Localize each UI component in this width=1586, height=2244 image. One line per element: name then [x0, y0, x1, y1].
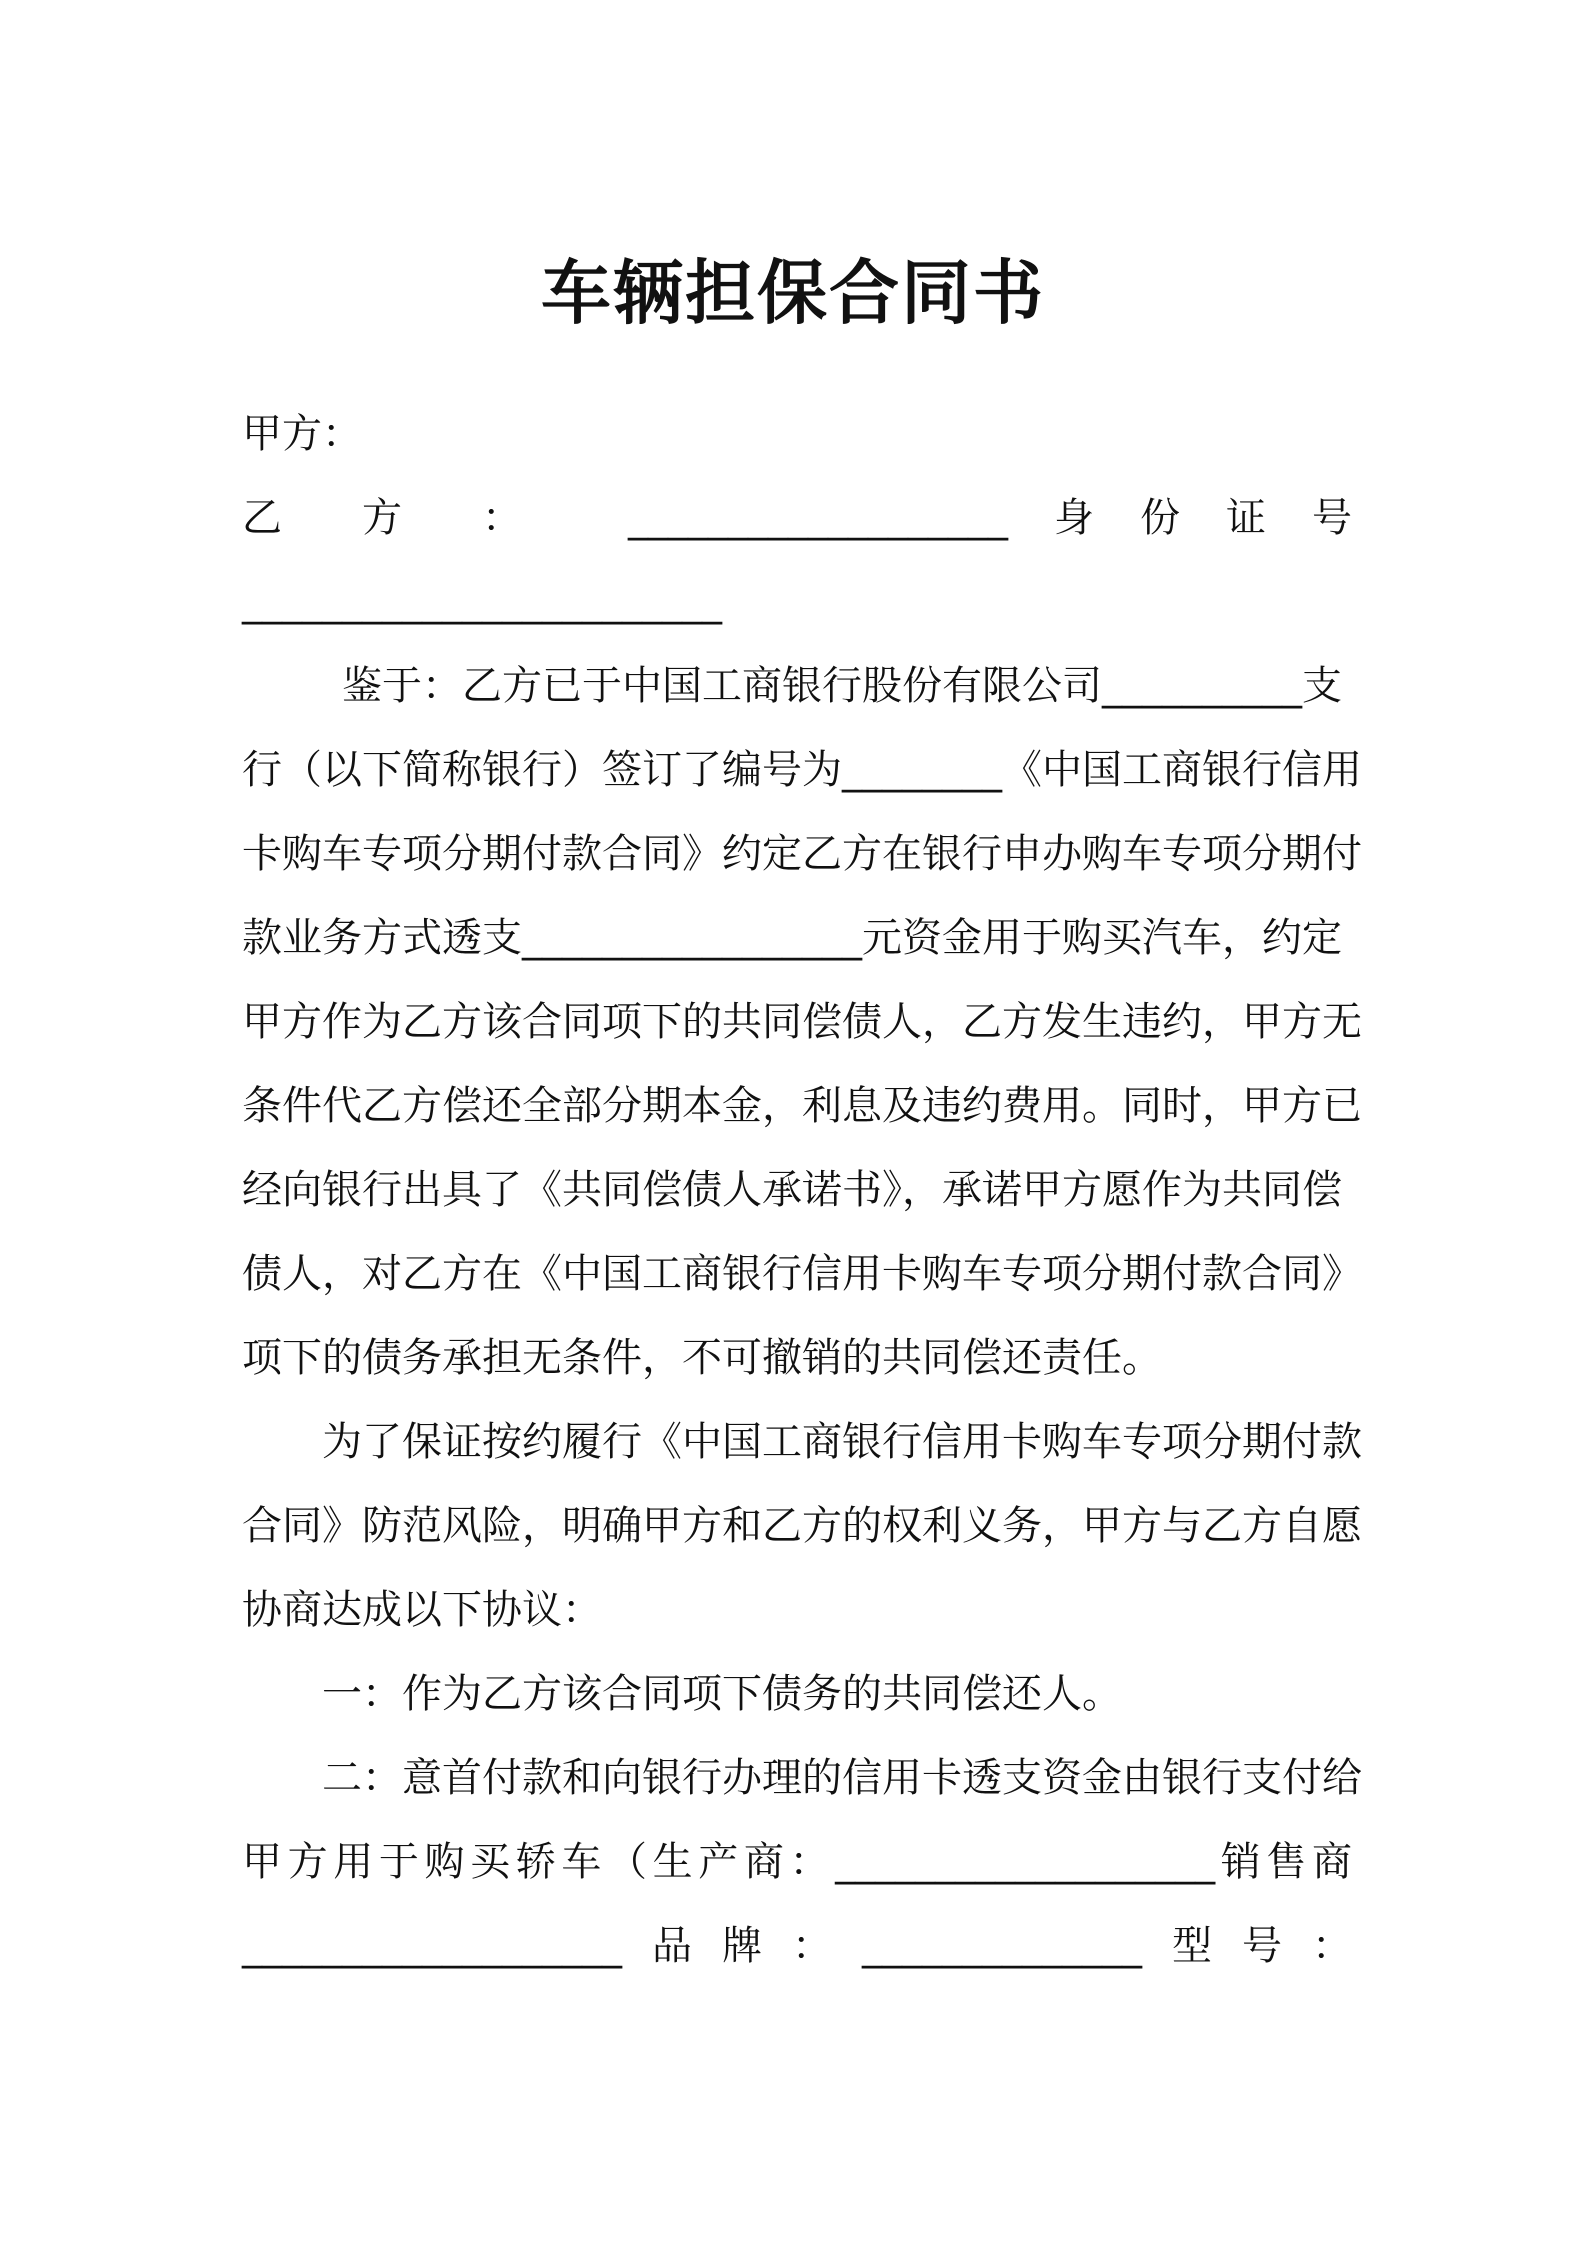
manufacturer-line: [242, 1820, 1352, 1904]
spaced-char: ：: [1312, 1923, 1352, 1969]
spaced-char: ：: [792, 1923, 832, 1969]
spaced-char: （: [607, 1839, 647, 1885]
id-label-char: 身: [1054, 495, 1094, 541]
spaced-char: 车: [561, 1839, 602, 1885]
recital-line: 行（以下简称银行）签订了编号为________《中国工商银行信用: [242, 747, 1362, 793]
manufacturer-blank: ___________________: [835, 1839, 1216, 1885]
party-b-label: 乙 方 ：: [242, 495, 582, 541]
spaced-char: 甲: [242, 1839, 282, 1885]
recital-line: 款业务方式透支_________________元资金用于购买汽车，约定: [242, 915, 1342, 961]
spaced-char: 商: [743, 1839, 784, 1885]
id-label-char: 号: [1312, 495, 1352, 541]
party-b-line: [242, 476, 1352, 560]
spaced-char: 轿: [515, 1839, 556, 1885]
dealer-blank: ___________________: [242, 1923, 622, 1969]
spaced-char: 产: [698, 1839, 739, 1885]
clause-2: 二：意首付款和向银行办理的信用卡透支资金由银行支付给: [322, 1755, 1362, 1801]
recital-line: 甲方作为乙方该合同项下的共同偿债人，乙方发生违约，甲方无: [242, 999, 1362, 1045]
clause-1: 一：作为乙方该合同项下债务的共同偿还人。: [322, 1671, 1122, 1717]
purpose-line: 为了保证按约履行《中国工商银行信用卡购车专项分期付款: [322, 1419, 1362, 1465]
document-title: 车辆担保合同书: [541, 252, 1045, 334]
spaced-char: 牌: [722, 1923, 762, 1969]
document-body: [242, 392, 1362, 1988]
spaced-char: 号: [1242, 1923, 1282, 1969]
recital-line: 卡购车专项分期付款合同》约定乙方在银行申办购车专项分期付: [242, 831, 1362, 877]
brand-blank: ______________: [862, 1923, 1142, 1969]
id-label-char: 证: [1226, 495, 1266, 541]
spaced-char: 品: [652, 1923, 692, 1969]
spaced-char: 于: [378, 1839, 419, 1885]
purpose-line: 合同》防范风险，明确甲方和乙方的权利义务，甲方与乙方自愿: [242, 1503, 1362, 1549]
spaced-char: 买: [470, 1839, 511, 1885]
party-b-name-blank: ___________________: [628, 495, 1008, 541]
recital-line: 鉴于：乙方已于中国工商银行股份有限公司__________支: [342, 663, 1342, 709]
id-number-blank: ________________________: [242, 579, 722, 625]
spaced-char: 用: [333, 1839, 374, 1885]
brand-model-line: [242, 1904, 1352, 1988]
spaced-char: ：: [789, 1839, 830, 1885]
spaced-char: 型: [1172, 1923, 1212, 1969]
spaced-char: 售: [1266, 1839, 1307, 1885]
spaced-char: 商: [1312, 1839, 1352, 1885]
spaced-char: 销: [1220, 1839, 1261, 1885]
spaced-char: 方: [287, 1839, 328, 1885]
recital-line: 条件代乙方偿还全部分期本金，利息及违约费用。同时，甲方已: [242, 1083, 1362, 1129]
spaced-char: 生: [652, 1839, 693, 1885]
spaced-char: 购: [424, 1839, 465, 1885]
recital-line: 项下的债务承担无条件，不可撤销的共同偿还责任。: [242, 1335, 1162, 1381]
recital-line: 经向银行出具了《共同偿债人承诺书》，承诺甲方愿作为共同偿: [242, 1167, 1342, 1213]
purpose-line: 协商达成以下协议：: [242, 1587, 602, 1633]
recital-line: 债人，对乙方在《中国工商银行信用卡购车专项分期付款合同》: [242, 1251, 1362, 1297]
id-label-char: 份: [1140, 495, 1180, 541]
party-a-line: 甲方：: [242, 411, 362, 457]
